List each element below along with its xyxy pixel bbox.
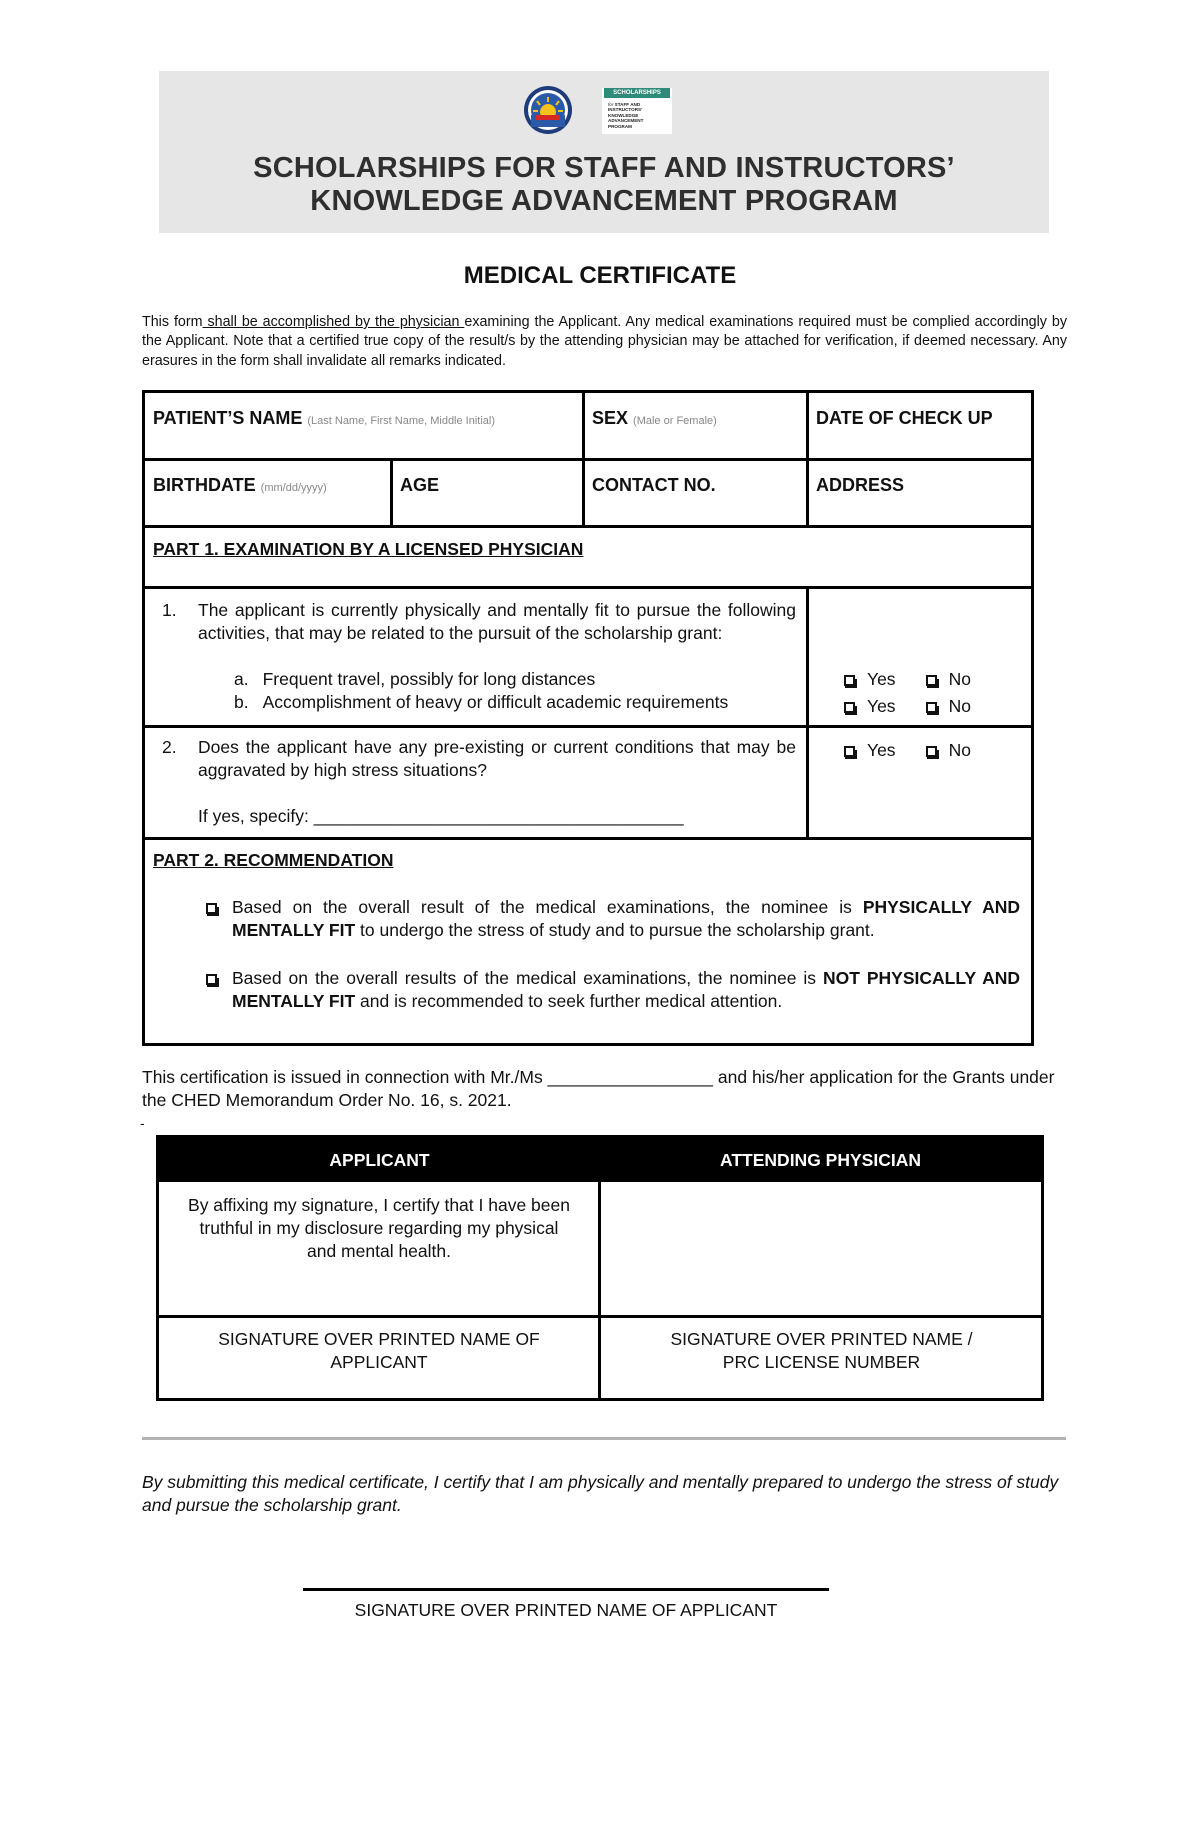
checkbox-icon	[926, 702, 937, 713]
closing-statement: By submitting this medical certificate, I certify that I am physically and mentally prepared to undergo the stress of study and pursue the scholarship grant.	[142, 1472, 1059, 1515]
medical-form-table	[142, 390, 1034, 1046]
applicant-column-header: APPLICANT	[329, 1150, 430, 1170]
q1a-yes-checkbox[interactable]: Yes	[844, 668, 896, 691]
checkbox-icon	[844, 675, 855, 686]
rec-not-fit-checkbox[interactable]	[206, 974, 217, 985]
recommendation-fit: Based on the overall result of the medical examinations, the nominee is PHYSICALLY AND MENTALLY FIT to undergo the stress of study and to pursue the scholarship grant.	[232, 897, 1020, 940]
checkbox-icon	[926, 675, 937, 686]
q2-text: Does the applicant have any pre-existing or current conditions that may be aggravated by high stress situations?	[198, 737, 796, 780]
applicant-signature-field[interactable]: SIGNATURE OVER PRINTED NAME OF APPLICANT	[218, 1329, 540, 1372]
sex-field[interactable]: SEX (Male or Female)	[592, 408, 717, 428]
part2-heading: PART 2. RECOMMENDATION	[153, 850, 394, 870]
q2-options	[844, 739, 971, 762]
q1-text: The applicant is currently physically and mentally fit to pursue the following activities, that may be related to the pursuit of the scholarship grant:	[198, 600, 796, 643]
mini-logo-tag: SCHOLARSHIPS	[604, 88, 670, 98]
q1-item-a: a. Frequent travel, possibly for long distances	[234, 669, 596, 689]
q2-yes-checkbox[interactable]: Yes	[844, 739, 896, 762]
birthdate-field[interactable]: BIRTHDATE (mm/dd/yyyy)	[153, 475, 327, 495]
age-field[interactable]: AGE	[400, 475, 440, 495]
rec-fit-checkbox[interactable]	[206, 903, 217, 914]
q1-number: 1.	[162, 600, 177, 620]
intro-paragraph: This form shall be accomplished by the physician examining the Applicant. Any medical examinations required must be complied accordingly by the Applicant. Note that a certified true copy of the result/s by the attending physician may be attached for verification, if deemed necessary. Any erasures in the form shall invalidate all remarks indicated.	[142, 314, 1067, 369]
physician-remarks-area[interactable]	[601, 1186, 1041, 1315]
stray-mark: -	[140, 1115, 145, 1131]
program-title: SCHOLARSHIPS FOR STAFF AND INSTRUCTORS’ KNOWLEDGE ADVANCEMENT PROGRAM	[253, 152, 955, 217]
ched-seal-logo	[523, 85, 573, 135]
date-of-checkup-field[interactable]: DATE OF CHECK UP	[816, 408, 993, 428]
final-signature-label: SIGNATURE OVER PRINTED NAME OF APPLICANT	[354, 1600, 778, 1620]
checkbox-icon	[844, 702, 855, 713]
physician-signature-field[interactable]: SIGNATURE OVER PRINTED NAME / PRC LICENSE NUMBER	[670, 1329, 973, 1372]
part1-heading: PART 1. EXAMINATION BY A LICENSED PHYSICIAN	[153, 539, 584, 559]
mini-logo-text: for STAFF AND INSTRUCTORS’ KNOWLEDGE ADVANCEMENT PROGRAM	[608, 102, 644, 129]
q1b-yes-checkbox[interactable]: Yes	[844, 695, 896, 718]
contact-number-field[interactable]: CONTACT NO.	[592, 475, 716, 495]
q1b-options	[844, 695, 971, 718]
document-title: MEDICAL CERTIFICATE	[463, 262, 737, 289]
q2-specify-field[interactable]: If yes, specify: ______________________________________	[198, 806, 684, 826]
q1a-options	[844, 668, 971, 691]
physician-column-header: ATTENDING PHYSICIAN	[720, 1150, 921, 1170]
q2-number: 2.	[162, 737, 177, 757]
recommendation-not-fit: Based on the overall results of the medical examinations, the nominee is NOT PHYSICALLY AND MENTALLY FIT and is recommended to seek further medical attention.	[232, 968, 1020, 1011]
signature-table	[156, 1135, 1044, 1401]
applicant-statement: By affixing my signature, I certify that I have been truthful in my disclosure regarding my physical and mental health.	[188, 1195, 570, 1261]
q2-no-checkbox[interactable]: No	[926, 739, 971, 762]
certification-statement: This certification is issued in connection with Mr./Ms _________________ and his/her application for the Grants under the CHED Memorandum Order No. 16, s. 2021.	[142, 1067, 1055, 1110]
q1a-no-checkbox[interactable]: No	[926, 668, 971, 691]
q1b-no-checkbox[interactable]: No	[926, 695, 971, 718]
checkbox-icon	[926, 746, 937, 757]
final-signature-line[interactable]	[303, 1588, 829, 1591]
sikap-mini-logo	[602, 88, 672, 134]
patient-name-field[interactable]: PATIENT’S NAME (Last Name, First Name, Middle Initial)	[153, 408, 496, 428]
divider	[142, 1437, 1066, 1440]
address-field[interactable]: ADDRESS	[816, 475, 905, 495]
checkbox-icon	[844, 746, 855, 757]
q1-item-b: b. Accomplishment of heavy or difficult academic requirements	[234, 692, 729, 712]
